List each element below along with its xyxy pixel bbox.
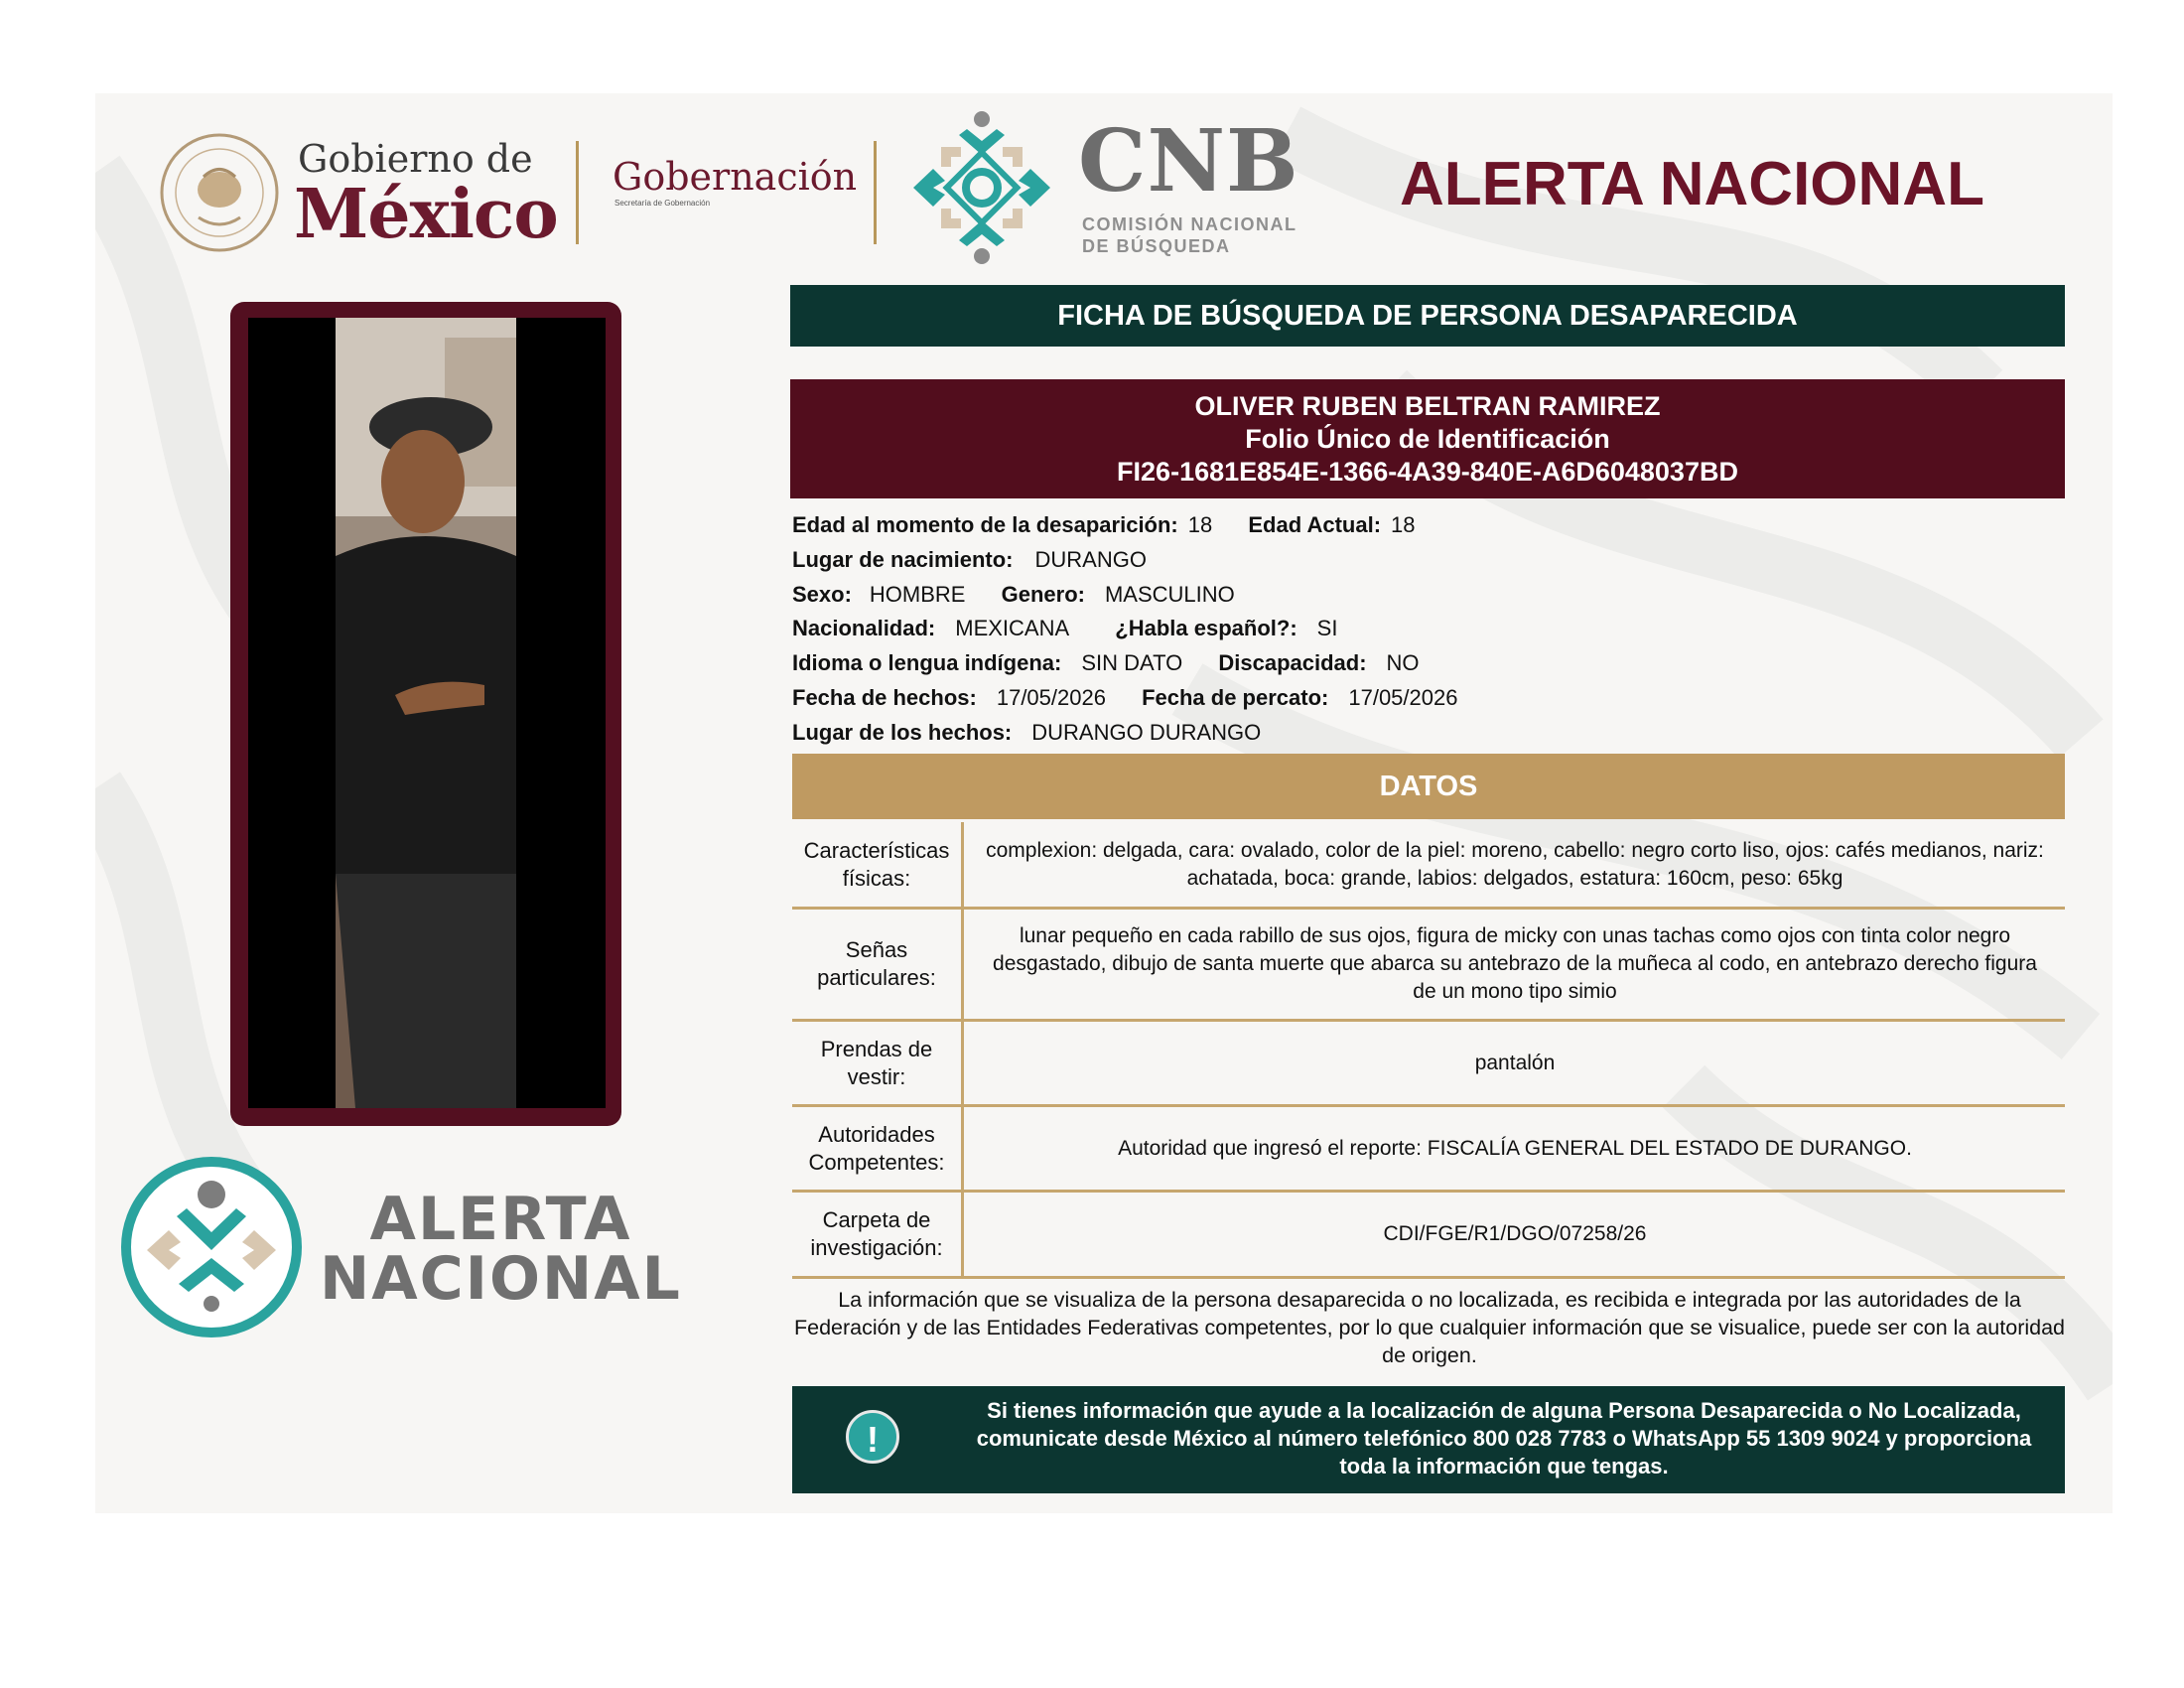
field-label: Genero: [1001, 582, 1085, 607]
name-block [790, 379, 2065, 498]
datos-row-value: CDI/FGE/R1/DGO/07258/26 [1383, 1222, 1647, 1245]
field-label: Sexo: [792, 582, 852, 607]
alerta-nacional-logo-icon [119, 1155, 304, 1339]
datos-row-label: Señas particulares: [792, 910, 964, 1019]
datos-row-value: pantalón [1474, 1051, 1556, 1074]
field-value: SI [1316, 616, 1338, 640]
cnb-text: CNB [1078, 111, 1299, 211]
field-label: Fecha de hechos: [792, 685, 977, 710]
datos-row-label: Autoridades Competentes: [792, 1107, 964, 1190]
datos-row [792, 1022, 2065, 1107]
field-label: Idioma o lengua indígena: [792, 650, 1062, 675]
field-value: DURANGO DURANGO [1031, 720, 1262, 745]
datos-row-value: complexion: delgada, cara: ovalado, color de la piel: moreno, cabello: negro corto liso, ojos: cafés medianos, nariz: achatada, boca: grande, labios: delgados, estatura: 160cm, peso: 65kg [986, 838, 2044, 890]
field-value: HOMBRE [869, 582, 966, 607]
field-value: DURANGO [1034, 547, 1147, 572]
cnb-subtitle-line: COMISIÓN NACIONAL [1082, 214, 1297, 234]
ficha-title-bar: FICHA DE BÚSQUEDA DE PERSONA DESAPARECIDA [790, 285, 2065, 347]
info-line [792, 720, 1291, 746]
info-line [792, 582, 1265, 608]
datos-row-label: Carpeta de investigación: [792, 1193, 964, 1276]
gobernacion-subtitle: Secretaría de Gobernación [614, 199, 711, 208]
datos-row [792, 822, 2065, 910]
field-value: 18 [1187, 512, 1213, 537]
alerta-nacional-title: ALERTA NACIONAL [1400, 150, 1984, 218]
datos-row [792, 1193, 2065, 1279]
header-divider [576, 141, 579, 244]
person-photo [336, 318, 516, 1108]
field-label: Edad al momento de la desaparición: [792, 512, 1178, 537]
alerta-nacional-logo-text [320, 1185, 682, 1314]
field-value: 17/05/2026 [1348, 685, 1458, 710]
logo-text-line: NACIONAL [320, 1244, 682, 1314]
disclaimer-text: La información que se visualiza de la persona desaparecida o no localizada, es recibida e integrada por las autoridades de la Federación y de las Entidades Federativas competentes, por lo que cualquier información que se visualice, puede ser con la autoridad de origen. [794, 1288, 2066, 1367]
field-label: Fecha de percato: [1142, 685, 1329, 710]
info-line [792, 650, 1449, 676]
datos-row-label: Características físicas: [792, 822, 964, 907]
logo-text-line: ALERTA [369, 1185, 632, 1254]
field-value: 17/05/2026 [996, 685, 1106, 710]
contact-footer-text: Si tienes información que ayude a la localización de alguna Persona Desaparecida o No Localizada, comunicate desde México al número telefónico 800 028 7783 o WhatsApp 55 1309 9024 y proporciona toda la información que tengas. [976, 1398, 2032, 1478]
field-label: Edad Actual: [1248, 512, 1382, 537]
exclamation-icon: ! [846, 1410, 899, 1464]
folio-label: Folio Único de Identificación [1245, 424, 1610, 454]
folio-number: FI26-1681E854E-1366-4A39-840E-A6D6048037BD [1117, 457, 1738, 487]
header-divider [874, 141, 877, 244]
field-label: Nacionalidad: [792, 616, 936, 640]
cnb-subtitle [1082, 213, 1297, 257]
field-value: NO [1386, 650, 1420, 675]
field-label: ¿Habla español?: [1115, 616, 1297, 640]
gobernacion-text: Gobernación [613, 155, 858, 199]
info-line [792, 512, 1445, 538]
field-value: 18 [1391, 512, 1416, 537]
field-label: Discapacidad: [1218, 650, 1367, 675]
field-label: Lugar de los hechos: [792, 720, 1013, 745]
datos-header: DATOS [792, 754, 2065, 819]
field-value: MASCULINO [1104, 582, 1235, 607]
datos-row [792, 1107, 2065, 1193]
field-label: Lugar de nacimiento: [792, 547, 1014, 572]
info-line [792, 616, 1367, 641]
gobierno-de-text: Gobierno de [298, 137, 533, 181]
info-line [792, 685, 1487, 711]
datos-row [792, 910, 2065, 1022]
datos-row-value: lunar pequeño en cada rabillo de sus ojos, figura de micky con unas tachas como ojos con tinta color negro desgastado, dibujo de santa muerte que abarca su antebrazo de la muñeca al codo, en antebrazo derecho figura de un mono tipo simio [993, 924, 2037, 1003]
mexico-text: México [294, 175, 558, 254]
person-name: OLIVER RUBEN BELTRAN RAMIREZ [1194, 391, 1661, 421]
cnb-subtitle-line: DE BÚSQUEDA [1082, 236, 1231, 256]
datos-row-label: Prendas de vestir: [792, 1022, 964, 1104]
field-value: MEXICANA [955, 616, 1070, 640]
info-line [792, 547, 1176, 573]
datos-row-value: Autoridad que ingresó el reporte: FISCALÍA GENERAL DEL ESTADO DE DURANGO. [1118, 1136, 1912, 1160]
cnb-logo-icon [901, 107, 1062, 268]
escudo-nacional-seal [159, 132, 280, 253]
field-value: SIN DATO [1081, 650, 1183, 675]
